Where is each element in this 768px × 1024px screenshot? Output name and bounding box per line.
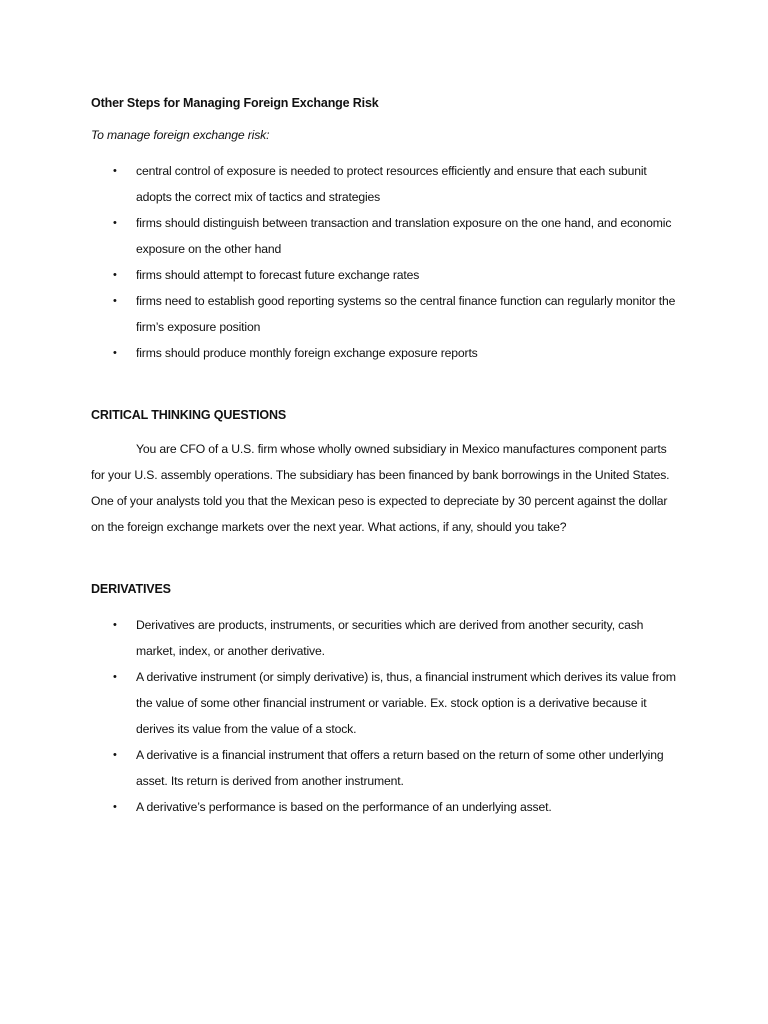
list-item [91,664,681,742]
section-derivatives [91,580,681,820]
list-item-text: A derivative’s performance is based on the performance of an underlying asset. [136,800,552,814]
list-item-text: A derivative is a financial instrument that offers a return based on the return of some other underlying asset. Its return is derived from another instrument. [136,748,664,788]
bullet-icon: • [113,671,117,683]
section-subtitle: To manage foreign exchange risk: [91,128,270,142]
bullet-icon: • [113,347,117,359]
list-item-text: central control of exposure is needed to protect resources efficiently and ensure that each subunit adopts the correct mix of tactics and strategies [136,164,647,204]
section-title: DERIVATIVES [91,582,171,596]
question-paragraph: You are CFO of a U.S. firm whose wholly owned subsidiary in Mexico manufactures component parts for your U.S. assembly operations. The subsidiary has been financed by bank borrowings in the United States. One of your analysts told you that the Mexican peso is expected to depreciate by 30 percent against the dollar on the foreign exchange markets over the next year. What actions, if any, should you take? [91,442,670,534]
bullet-icon: • [113,619,117,631]
list-item [91,288,681,340]
bullet-list [91,612,681,820]
list-item-text: firms need to establish good reporting systems so the central finance function can regularly monitor the firm’s exposure position [136,294,676,334]
bullet-icon: • [113,801,117,813]
list-item [91,742,681,794]
list-item-text: firms should distinguish between transaction and translation exposure on the one hand, and economic exposure on the other hand [136,216,672,256]
list-item-text: firms should attempt to forecast future exchange rates [136,268,420,282]
bullet-icon: • [113,165,117,177]
bullet-icon: • [113,217,117,229]
section-foreign-exchange-risk [91,94,681,366]
list-item [91,262,681,288]
list-item [91,794,681,820]
bullet-icon: • [113,749,117,761]
list-item [91,210,681,262]
section-title: CRITICAL THINKING QUESTIONS [91,408,287,422]
list-item-text: firms should produce monthly foreign exchange exposure reports [136,346,478,360]
bullet-icon: • [113,269,117,281]
document-content [91,94,681,820]
list-item [91,340,681,366]
section-title: Other Steps for Managing Foreign Exchange Risk [91,96,379,110]
list-item [91,158,681,210]
list-item [91,612,681,664]
list-item-text: Derivatives are products, instruments, or securities which are derived from another security, cash market, index, or another derivative. [136,618,644,658]
bullet-icon: • [113,295,117,307]
bullet-list [91,158,681,366]
section-critical-thinking [91,406,681,540]
list-item-text: A derivative instrument (or simply derivative) is, thus, a financial instrument which derives its value from the value of some other financial instrument or variable. Ex. stock option is a derivative because it derives its value from the value of a stock. [136,670,676,736]
